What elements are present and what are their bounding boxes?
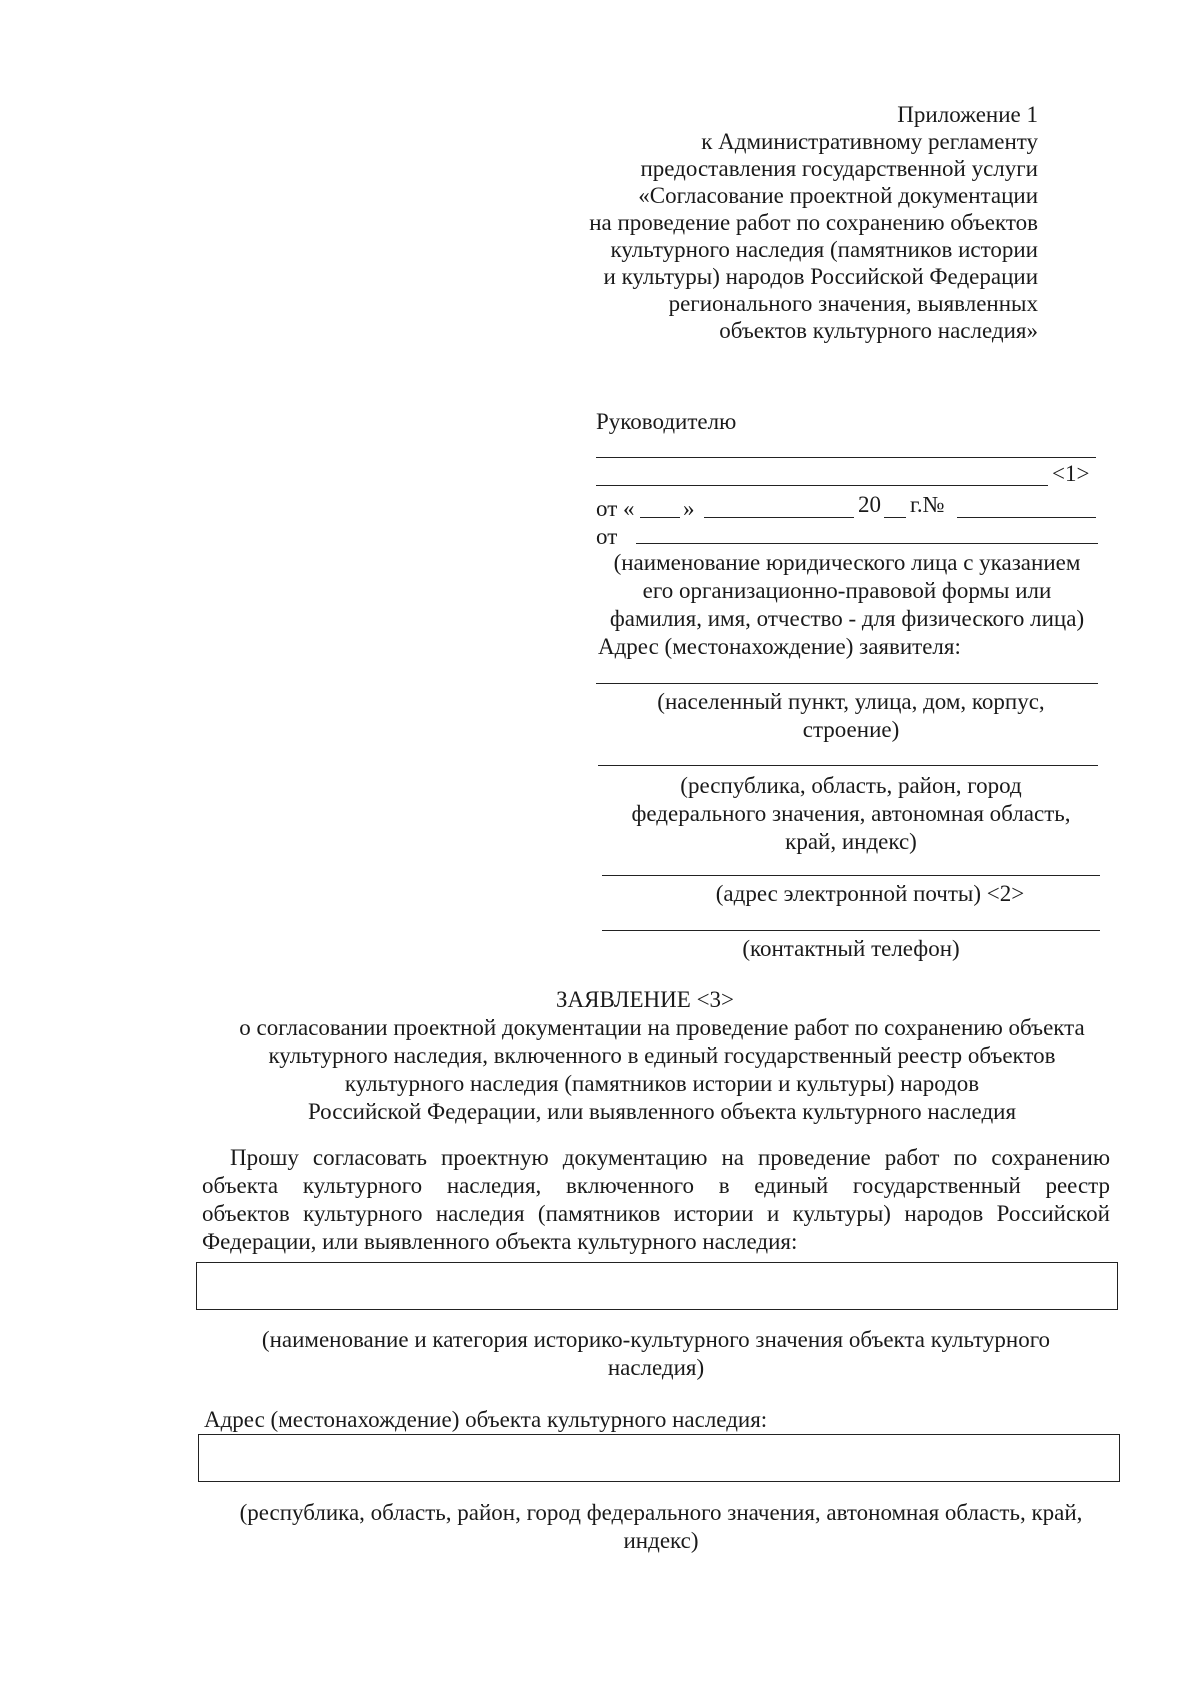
date-quote-close: » (683, 496, 695, 521)
applicant-hint-line: фамилия, имя, отчество - для физического лица) (609, 606, 1085, 631)
date-year-field[interactable] (884, 517, 906, 518)
number-label: г.№ (910, 492, 945, 517)
applicant-name-field[interactable] (636, 543, 1098, 544)
phone-field[interactable] (602, 930, 1100, 931)
date-prefix: от « (596, 496, 635, 521)
statement-subtitle-line: о согласовании проектной документации на проведение работ по сохранению объекта (239, 1015, 1085, 1040)
appendix-line: «Согласование проектной документации (638, 183, 1038, 208)
appendix-line: на проведение работ по сохранению объектов (589, 210, 1038, 235)
region-hint-line: федерального значения, автономная область, (631, 801, 1071, 826)
phone-hint: (контактный телефон) (742, 936, 960, 961)
locality-hint-line: строение) (802, 717, 900, 742)
appendix-number: Приложение 1 (897, 102, 1038, 127)
region-hint-line: край, индекс) (785, 829, 917, 854)
addressee-label: Руководителю (596, 409, 737, 434)
appendix-line: регионального значения, выявленных (668, 291, 1038, 316)
footnote-1-marker: <1> (1052, 461, 1090, 486)
object-name-input[interactable] (196, 1262, 1118, 1310)
from-label: от (596, 524, 618, 549)
statement-body-line: Прошу согласовать проектную документацию на проведение работ по сохранению (230, 1145, 1110, 1170)
addressee-name-line-1[interactable] (596, 457, 1096, 458)
year-label: 20 (858, 492, 881, 517)
locality-field[interactable] (596, 683, 1098, 684)
appendix-line: и культуры) народов Российской Федерации (603, 264, 1038, 289)
appendix-line: объектов культурного наследия» (719, 318, 1038, 343)
addressee-name-line-2[interactable] (596, 485, 1048, 486)
appendix-line: к Административному регламенту (701, 129, 1038, 154)
applicant-address-label: Адрес (местонахождение) заявителя: (598, 634, 961, 659)
statement-subtitle-line: Российской Федерации, или выявленного объекта культурного наследия (307, 1099, 1017, 1124)
appendix-line: культурного наследия (памятников истории (610, 237, 1038, 262)
statement-body-line: объектов культурного наследия (памятников истории и культуры) народов Российской (202, 1201, 1110, 1226)
statement-body-line: Федерации, или выявленного объекта культурного наследия: (202, 1229, 798, 1254)
email-hint: (адрес электронной почты) <2> (715, 881, 1025, 906)
date-day-field[interactable] (640, 517, 680, 518)
region-hint-line: (республика, область, район, город (680, 773, 1022, 798)
applicant-hint-line: (наименование юридического лица с указанием (613, 550, 1081, 575)
statement-title: ЗАЯВЛЕНИЕ <3> (555, 987, 735, 1012)
date-month-field[interactable] (704, 517, 854, 518)
statement-subtitle-line: культурного наследия (памятников истории и культуры) народов (344, 1071, 980, 1096)
appendix-line: предоставления государственной услуги (640, 156, 1038, 181)
locality-hint-line: (населенный пункт, улица, дом, корпус, (657, 689, 1045, 714)
object-address-hint-line: (республика, область, район, город федерального значения, автономная область, край, (239, 1500, 1083, 1525)
statement-subtitle-line: культурного наследия, включенного в единый государственный реестр объектов (268, 1043, 1056, 1068)
object-address-input[interactable] (198, 1434, 1120, 1482)
document-number-field[interactable] (957, 517, 1096, 518)
object-address-label: Адрес (местонахождение) объекта культурного наследия: (204, 1407, 768, 1432)
object-name-hint-line: наследия) (607, 1355, 705, 1380)
object-address-hint-line: индекс) (623, 1528, 699, 1553)
statement-body-line: объекта культурного наследия, включенного в единый государственный реестр (202, 1173, 1110, 1198)
applicant-hint-line: его организационно-правовой формы или (642, 578, 1052, 603)
email-field[interactable] (602, 875, 1100, 876)
object-name-hint-line: (наименование и категория историко-культурного значения объекта культурного (261, 1327, 1051, 1352)
region-field[interactable] (598, 765, 1098, 766)
